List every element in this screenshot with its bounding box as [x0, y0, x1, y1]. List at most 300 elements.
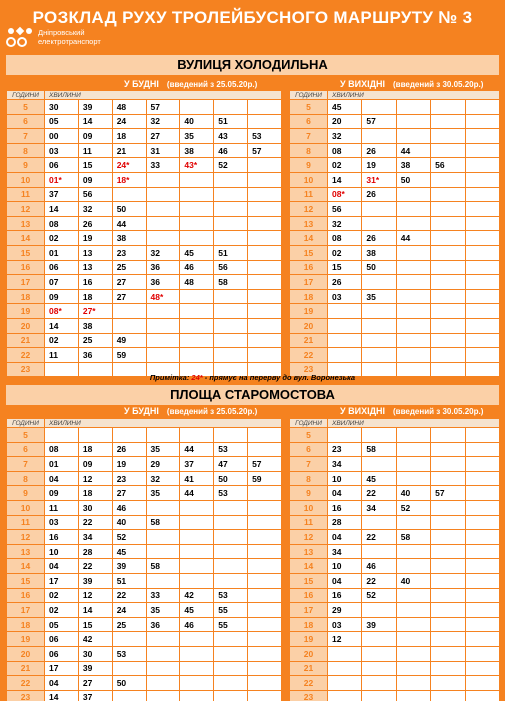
hour-cell: 12 [290, 530, 328, 545]
minute-cell [248, 530, 282, 545]
minute-cell: 35 [146, 442, 180, 457]
minute-cell: 09 [78, 172, 112, 187]
minute-cell: 58 [362, 442, 396, 457]
minute-cell [248, 100, 282, 115]
minute-cell [465, 617, 499, 632]
minute-cell: 46 [214, 143, 248, 158]
minute-cell [248, 500, 282, 515]
minute-cell: 56 [431, 158, 465, 173]
minute-cell: 34 [328, 457, 362, 472]
minute-cell: 02 [45, 588, 79, 603]
hour-cell: 10 [290, 500, 328, 515]
hour-cell: 15 [290, 245, 328, 260]
minute-cell [78, 428, 112, 443]
weekday-label: У БУДНІ [124, 406, 159, 416]
weekday-since: (введений з 25.05.20р.) [166, 80, 258, 89]
table-row [290, 216, 500, 231]
minute-cell [431, 617, 465, 632]
hour-cell: 23 [290, 690, 328, 701]
table-row [290, 442, 500, 457]
hour-cell: 9 [290, 486, 328, 501]
minute-cell [180, 500, 214, 515]
minute-cell [180, 530, 214, 545]
minute-cell [248, 187, 282, 202]
minute-cell [396, 632, 430, 647]
minute-cell: 32 [328, 129, 362, 144]
minute-cell: 36 [78, 348, 112, 363]
minute-cell [214, 573, 248, 588]
minute-cell [180, 676, 214, 691]
minute-cell: 37 [180, 457, 214, 472]
minute-cell [465, 573, 499, 588]
minute-cell: 02 [328, 158, 362, 173]
minute-cell [431, 603, 465, 618]
table-row [7, 603, 282, 618]
table-row [290, 500, 500, 515]
minute-cell [112, 428, 146, 443]
minute-cell [465, 318, 499, 333]
minute-cell [396, 333, 430, 348]
table-row [7, 457, 282, 472]
minute-cell: 26 [112, 442, 146, 457]
hour-cell: 18 [7, 617, 45, 632]
minute-cell [465, 231, 499, 246]
hour-cell: 17 [290, 603, 328, 618]
minute-cell: 06 [45, 646, 79, 661]
minute-cell [396, 260, 430, 275]
weekend-since: (введений з 30.05.20р.) [392, 80, 484, 89]
minute-cell: 31* [362, 172, 396, 187]
minute-cell: 03 [45, 143, 79, 158]
table-row [7, 442, 282, 457]
minute-cell [248, 275, 282, 290]
hour-cell: 23 [7, 690, 45, 701]
table-header-row [290, 419, 500, 428]
minute-cell [362, 304, 396, 319]
minute-cell: 03 [328, 289, 362, 304]
table-row [290, 318, 500, 333]
table-row [7, 202, 282, 217]
minute-cell [465, 202, 499, 217]
minute-cell: 52 [214, 158, 248, 173]
minute-cell [214, 515, 248, 530]
minute-cell: 18 [78, 289, 112, 304]
minute-cell [180, 632, 214, 647]
minute-cell [431, 544, 465, 559]
minutes-column-header: ХВИЛИНИ [45, 419, 282, 428]
minute-cell: 16 [45, 530, 79, 545]
minute-cell: 53 [214, 486, 248, 501]
minute-cell [112, 187, 146, 202]
minute-cell: 27 [112, 486, 146, 501]
minute-cell: 58 [396, 530, 430, 545]
minute-cell: 55 [214, 603, 248, 618]
minute-cell [465, 187, 499, 202]
table-row [7, 231, 282, 246]
minute-cell: 52 [362, 588, 396, 603]
minute-cell: 38 [396, 158, 430, 173]
minute-cell [465, 114, 499, 129]
minute-cell [112, 304, 146, 319]
minute-cell: 17 [45, 661, 79, 676]
table-row [290, 428, 500, 443]
minute-cell: 40 [396, 573, 430, 588]
table-row [290, 245, 500, 260]
table-row [7, 559, 282, 574]
minute-cell [328, 676, 362, 691]
minute-cell: 26 [362, 231, 396, 246]
minute-cell: 46 [112, 500, 146, 515]
minute-cell: 04 [328, 486, 362, 501]
minute-cell: 48 [112, 100, 146, 115]
minute-cell: 27 [146, 129, 180, 144]
minute-cell: 22 [112, 588, 146, 603]
minute-cell: 39 [78, 661, 112, 676]
minute-cell [248, 216, 282, 231]
hour-cell: 19 [7, 304, 45, 319]
minute-cell [431, 428, 465, 443]
hour-cell: 11 [7, 515, 45, 530]
hour-cell: 15 [7, 245, 45, 260]
weekday-schedule-table [6, 90, 282, 377]
table-row [7, 318, 282, 333]
minute-cell [465, 143, 499, 158]
minute-cell: 34 [78, 530, 112, 545]
minute-cell [328, 646, 362, 661]
weekend-label: У ВИХІДНІ [340, 79, 385, 89]
table-row [290, 603, 500, 618]
minute-cell: 30 [78, 500, 112, 515]
minute-cell: 06 [45, 158, 79, 173]
hour-cell: 16 [290, 588, 328, 603]
hour-cell: 5 [7, 428, 45, 443]
minute-cell [248, 289, 282, 304]
table-row [290, 676, 500, 691]
table-row [7, 187, 282, 202]
minute-cell: 08 [45, 216, 79, 231]
minute-cell [328, 348, 362, 363]
minute-cell [465, 588, 499, 603]
minute-cell: 39 [78, 573, 112, 588]
minute-cell [146, 333, 180, 348]
minute-cell: 44 [180, 442, 214, 457]
minute-cell [396, 129, 430, 144]
minute-cell: 39 [78, 100, 112, 115]
minute-cell [112, 632, 146, 647]
minute-cell [180, 187, 214, 202]
minute-cell [248, 260, 282, 275]
minute-cell: 01 [45, 457, 79, 472]
minute-cell: 56 [78, 187, 112, 202]
minute-cell [248, 486, 282, 501]
hour-cell: 23 [7, 362, 45, 377]
minute-cell [396, 588, 430, 603]
minute-cell: 53 [214, 442, 248, 457]
minute-cell [214, 500, 248, 515]
minute-cell: 45 [180, 245, 214, 260]
minute-cell: 17 [45, 573, 79, 588]
table-row [290, 515, 500, 530]
minute-cell [180, 348, 214, 363]
minute-cell: 43 [214, 129, 248, 144]
minute-cell [112, 690, 146, 701]
minute-cell [180, 202, 214, 217]
hour-cell: 15 [290, 573, 328, 588]
minute-cell: 02 [45, 603, 79, 618]
table-row [290, 544, 500, 559]
table-row [7, 129, 282, 144]
minute-cell [180, 690, 214, 701]
minute-cell: 08 [45, 442, 79, 457]
minute-cell: 10 [45, 544, 79, 559]
minute-cell: 32 [328, 216, 362, 231]
hour-cell: 18 [290, 289, 328, 304]
weekday-heading [124, 405, 257, 417]
minute-cell [146, 428, 180, 443]
minute-cell: 14 [45, 318, 79, 333]
minute-cell: 57 [146, 100, 180, 115]
minute-cell: 50 [214, 471, 248, 486]
minute-cell: 22 [78, 559, 112, 574]
minute-cell: 21 [112, 143, 146, 158]
hour-cell: 22 [290, 348, 328, 363]
minute-cell: 12 [78, 471, 112, 486]
minute-cell [214, 216, 248, 231]
minute-cell: 10 [328, 471, 362, 486]
minute-cell: 57 [362, 114, 396, 129]
minute-cell [431, 646, 465, 661]
minute-cell [431, 632, 465, 647]
weekend-schedule-table [289, 90, 500, 377]
minute-cell [146, 500, 180, 515]
minute-cell: 34 [362, 500, 396, 515]
minute-cell: 03 [45, 515, 79, 530]
hour-cell: 6 [7, 442, 45, 457]
minute-cell [248, 588, 282, 603]
minute-cell: 38 [78, 318, 112, 333]
minute-cell [396, 187, 430, 202]
minute-cell [180, 428, 214, 443]
minute-cell [328, 318, 362, 333]
minute-cell: 58 [214, 275, 248, 290]
minute-cell [431, 559, 465, 574]
minute-cell: 40 [180, 114, 214, 129]
minute-cell: 11 [78, 143, 112, 158]
minute-cell: 44 [112, 216, 146, 231]
minute-cell: 48* [146, 289, 180, 304]
minute-cell: 22 [362, 573, 396, 588]
minute-cell: 04 [328, 573, 362, 588]
minute-cell [248, 114, 282, 129]
minute-cell [248, 559, 282, 574]
minute-cell [146, 202, 180, 217]
minute-cell [465, 559, 499, 574]
minute-cell: 08 [328, 143, 362, 158]
minute-cell [465, 544, 499, 559]
minute-cell: 27 [78, 676, 112, 691]
minute-cell [431, 661, 465, 676]
table-row [290, 486, 500, 501]
minute-cell: 29 [146, 457, 180, 472]
minute-cell: 26 [78, 216, 112, 231]
hour-cell: 7 [290, 457, 328, 472]
minute-cell [248, 573, 282, 588]
minute-cell [431, 690, 465, 701]
minute-cell: 35 [362, 289, 396, 304]
minute-cell [146, 530, 180, 545]
table-row [290, 530, 500, 545]
hour-cell: 11 [290, 515, 328, 530]
minute-cell [465, 457, 499, 472]
minute-cell: 44 [396, 231, 430, 246]
minute-cell [248, 515, 282, 530]
minute-cell: 22 [362, 530, 396, 545]
minute-cell [214, 428, 248, 443]
hour-cell: 17 [290, 275, 328, 290]
minute-cell: 46 [180, 260, 214, 275]
hour-cell: 20 [290, 646, 328, 661]
minute-cell: 36 [146, 275, 180, 290]
minute-cell [362, 348, 396, 363]
minute-cell [214, 318, 248, 333]
table-row [7, 573, 282, 588]
hour-cell: 14 [290, 231, 328, 246]
minute-cell [248, 428, 282, 443]
minute-cell [465, 646, 499, 661]
minute-cell [362, 632, 396, 647]
hour-cell: 20 [290, 318, 328, 333]
minute-cell [396, 617, 430, 632]
weekend-heading [340, 78, 483, 90]
minute-cell: 14 [45, 202, 79, 217]
minute-cell: 16 [328, 500, 362, 515]
minute-cell: 44 [396, 143, 430, 158]
table-row [7, 428, 282, 443]
minute-cell: 37 [78, 690, 112, 701]
minute-cell [396, 457, 430, 472]
minutes-column-header: ХВИЛИНИ [45, 91, 282, 100]
minute-cell [396, 603, 430, 618]
minute-cell: 42 [78, 632, 112, 647]
minute-cell [362, 690, 396, 701]
minute-cell: 04 [45, 471, 79, 486]
minute-cell: 53 [214, 588, 248, 603]
minute-cell: 59 [248, 471, 282, 486]
minute-cell [214, 289, 248, 304]
minute-cell: 35 [146, 486, 180, 501]
minute-cell: 04 [45, 559, 79, 574]
minute-cell: 02 [328, 245, 362, 260]
hour-cell: 14 [7, 231, 45, 246]
minute-cell: 39 [112, 559, 146, 574]
minute-cell [146, 172, 180, 187]
minute-cell [214, 632, 248, 647]
minute-cell: 12 [328, 632, 362, 647]
table-row [7, 143, 282, 158]
table-row [7, 275, 282, 290]
table-row [7, 348, 282, 363]
minute-cell: 50 [112, 202, 146, 217]
minute-cell [214, 544, 248, 559]
minute-cell [248, 172, 282, 187]
minute-cell: 35 [146, 603, 180, 618]
minute-cell: 27 [112, 289, 146, 304]
minute-cell [431, 348, 465, 363]
minute-cell [214, 100, 248, 115]
minute-cell [465, 486, 499, 501]
minute-cell [431, 114, 465, 129]
minute-cell [146, 544, 180, 559]
minute-cell: 09 [45, 289, 79, 304]
minute-cell [396, 690, 430, 701]
minute-cell [396, 544, 430, 559]
minute-cell: 11 [45, 500, 79, 515]
minute-cell [214, 333, 248, 348]
minute-cell: 44 [180, 486, 214, 501]
minute-cell [214, 676, 248, 691]
minute-cell [396, 348, 430, 363]
minute-cell: 20 [328, 114, 362, 129]
hour-cell: 10 [7, 172, 45, 187]
minute-cell [362, 202, 396, 217]
minute-cell [465, 304, 499, 319]
hour-cell: 21 [7, 333, 45, 348]
minute-cell: 33 [146, 588, 180, 603]
hour-cell: 22 [290, 676, 328, 691]
minute-cell [248, 318, 282, 333]
minute-cell: 27 [112, 275, 146, 290]
minute-cell [328, 661, 362, 676]
hour-column-header: ГОДИНИ [7, 419, 45, 428]
minute-cell: 56 [328, 202, 362, 217]
minute-cell [328, 333, 362, 348]
table-row [7, 289, 282, 304]
minute-cell [180, 304, 214, 319]
minute-cell: 05 [45, 617, 79, 632]
minute-cell [248, 603, 282, 618]
minute-cell: 33 [146, 158, 180, 173]
hour-cell: 7 [7, 129, 45, 144]
table-row [290, 231, 500, 246]
minute-cell [465, 348, 499, 363]
minute-cell [465, 530, 499, 545]
minute-cell [465, 676, 499, 691]
minute-cell: 31 [146, 143, 180, 158]
minute-cell [465, 471, 499, 486]
table-row [290, 690, 500, 701]
minute-cell [146, 573, 180, 588]
minute-cell [248, 690, 282, 701]
hour-cell: 6 [290, 442, 328, 457]
minute-cell [396, 275, 430, 290]
minute-cell [465, 603, 499, 618]
minute-cell: 53 [112, 646, 146, 661]
table-row [290, 129, 500, 144]
minute-cell: 55 [214, 617, 248, 632]
table-row [7, 114, 282, 129]
minute-cell [214, 530, 248, 545]
minute-cell: 51 [112, 573, 146, 588]
minute-cell: 05 [45, 114, 79, 129]
minute-cell [465, 216, 499, 231]
minute-cell: 32 [78, 202, 112, 217]
minute-cell: 57 [248, 143, 282, 158]
hour-cell: 9 [7, 486, 45, 501]
company-logo [6, 24, 126, 50]
footnote-prefix: Примітка: [149, 373, 192, 382]
minute-cell [465, 500, 499, 515]
minute-cell: 50 [362, 260, 396, 275]
